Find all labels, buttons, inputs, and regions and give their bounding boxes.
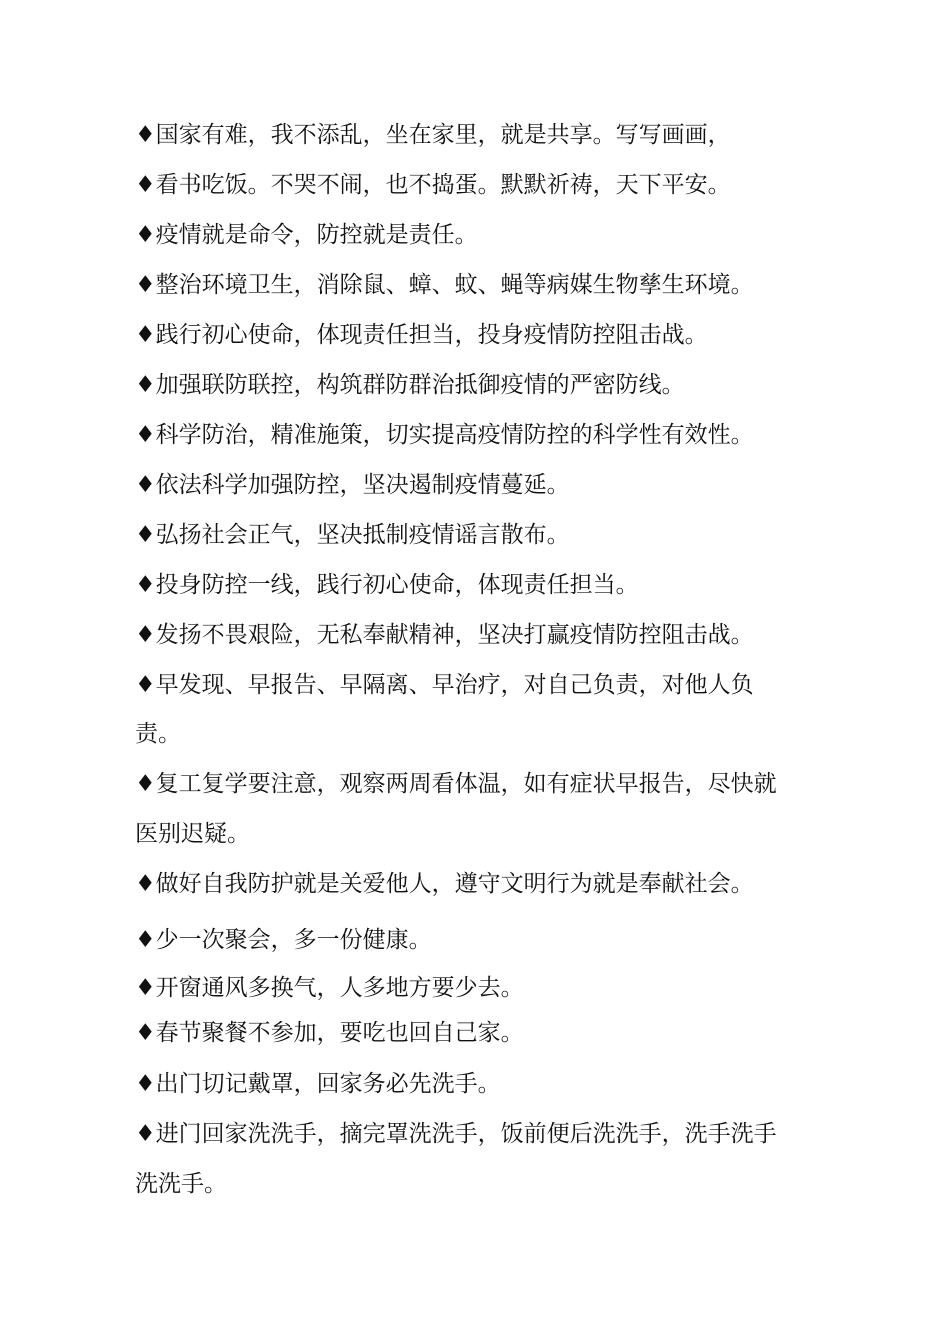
- text-line: ♦开窗通风多换气，人多地方要少去。: [135, 975, 524, 1001]
- text-line: ♦弘扬社会正气，坚决抵制疫情谣言散布。: [135, 522, 570, 548]
- text-line: ♦国家有难，我不添乱，坐在家里，就是共享。写写画画，: [135, 122, 731, 148]
- text-line: ♦看书吃饭。不哭不闹，也不捣蛋。默默祈祷，天下平安。: [135, 172, 731, 198]
- text-line: 责。: [135, 721, 181, 747]
- text-line: ♦科学防治，精准施策，切实提高疫情防控的科学性有效性。: [135, 422, 754, 448]
- text-line: ♦整治环境卫生，消除鼠、蟑、蚊、蝇等病媒生物孳生环境。: [135, 272, 754, 298]
- text-line: ♦加强联防联控，构筑群防群治抵御疫情的严密防线。: [135, 372, 685, 398]
- text-line: ♦投身防控一线，践行初心使命，体现责任担当。: [135, 572, 639, 598]
- text-line: ♦春节聚餐不参加，要吃也回自己家。: [135, 1020, 524, 1046]
- text-line: ♦依法科学加强防控，坚决遏制疫情蔓延。: [135, 472, 570, 498]
- text-line: 医别迟疑。: [135, 821, 250, 847]
- text-line: ♦少一次聚会，多一份健康。: [135, 927, 432, 953]
- text-line: ♦早发现、早报告、早隔离、早治疗，对自己负责，对他人负: [135, 672, 754, 698]
- text-line: 洗洗手。: [135, 1171, 227, 1197]
- text-line: ♦疫情就是命令，防控就是责任。: [135, 222, 478, 248]
- text-line: ♦出门切记戴罩，回家务必先洗手。: [135, 1071, 501, 1097]
- text-line: ♦发扬不畏艰险，无私奉献精神，坚决打赢疫情防控阻击战。: [135, 622, 754, 648]
- text-line: ♦进门回家洗洗手，摘完罩洗洗手，饭前便后洗洗手，洗手洗手: [135, 1121, 777, 1147]
- text-line: ♦做好自我防护就是关爱他人，遵守文明行为就是奉献社会。: [135, 871, 754, 897]
- text-line: ♦践行初心使命，体现责任担当，投身疫情防控阻击战。: [135, 322, 708, 348]
- text-line: ♦复工复学要注意，观察两周看体温，如有症状早报告，尽快就: [135, 771, 777, 797]
